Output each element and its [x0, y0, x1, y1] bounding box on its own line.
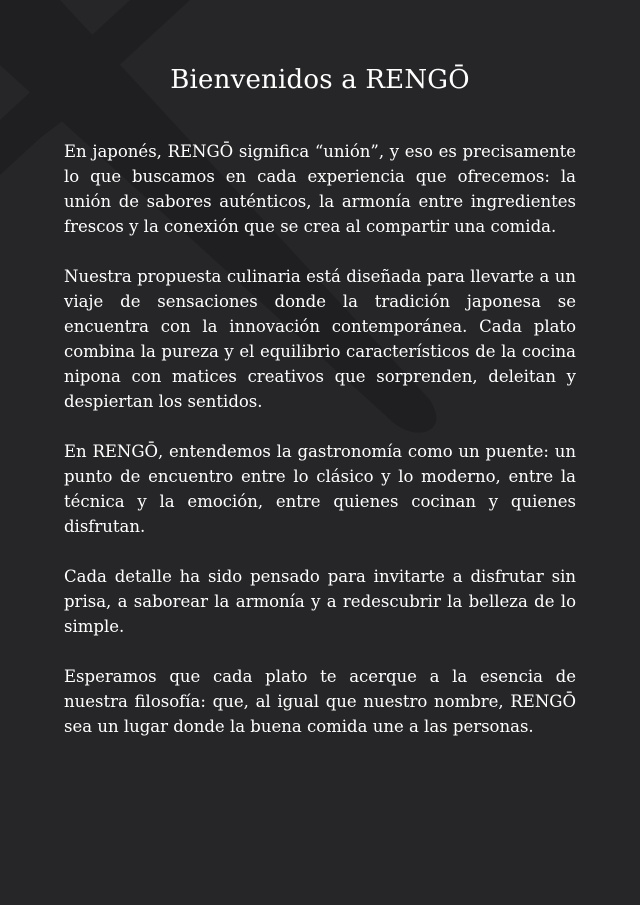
paragraph-bridge: En RENGŌ, entendemos la gastronomía como un puente: un punto de encuentro entre lo clásico y lo moderno, entre la técnica y la emoción, entre quienes cocinan y quienes disfrutan.: [64, 442, 576, 536]
body-text: [64, 139, 576, 764]
paragraph-details: Cada detalle ha sido pensado para invitarte a disfrutar sin prisa, a saborear la armonía y a redescubrir la belleza de lo simple.: [64, 567, 576, 636]
paragraph-proposal: Nuestra propuesta culinaria está diseñada para llevarte a un viaje de sensaciones donde la tradición japonesa se encuentra con la innovación contemporánea. Cada plato combina la pureza y el equilibrio característicos de la cocina nipona con matices creativos que sorprenden, deleitan y despiertan los sentidos.: [64, 267, 576, 411]
paragraph-intro: En japonés, RENGŌ significa “unión”, y eso es precisamente lo que buscamos en cada experiencia que ofrecemos: la unión de sabores auténticos, la armonía entre ingredientes frescos y la conexión que se crea al compartir una comida.: [64, 142, 576, 236]
page-title: Bienvenidos a RENGŌ: [170, 65, 470, 95]
paragraph-closing: Esperamos que cada plato te acerque a la esencia de nuestra filosofía: que, al igual que nuestro nombre, RENGŌ sea un lugar donde la buena comida une a las personas.: [64, 667, 576, 736]
